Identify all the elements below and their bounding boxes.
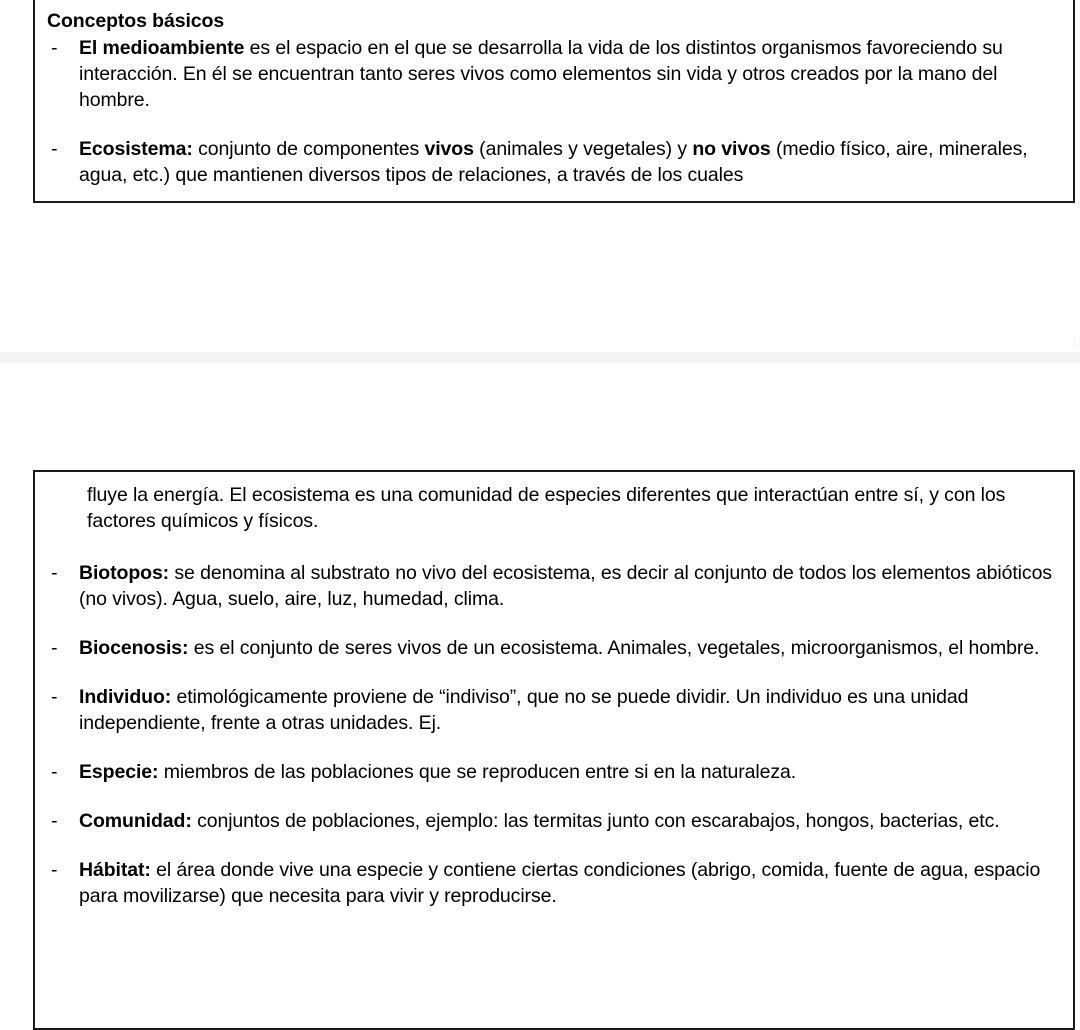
page-break-edge-marker [1073, 336, 1080, 350]
paragraph-spacer [43, 785, 1065, 808]
emphasis-vivos: vivos [424, 138, 474, 160]
paragraph-spacer [43, 834, 1065, 857]
list-item-text [79, 35, 1065, 113]
paragraph-spacer [43, 113, 1065, 136]
list-item-text [79, 759, 1065, 785]
page-title: Conceptos básicos [47, 10, 225, 32]
definition-text: miembros de las poblaciones que se reproducen entre si en la naturaleza. [163, 761, 797, 783]
list-item [43, 635, 1065, 661]
bullet-dash-icon: - [51, 637, 58, 659]
term-label: Biotopos: [79, 562, 170, 584]
bullet-dash-icon: - [51, 686, 58, 708]
definition-text-part-1: conjunto de componentes [198, 138, 425, 160]
term-label: El medioambiente [79, 37, 245, 59]
paragraph-spacer [43, 612, 1065, 635]
bullet-dash-icon: - [51, 138, 58, 160]
definition-text-part-3: (medio físico, aire, minerales, agua, etc.) que mantienen diversos tipos de relaciones, a través de los cuales [79, 138, 1028, 186]
slide-1-content [35, 0, 1073, 188]
definition-text: etimológicamente proviene de “indiviso”, que no se puede dividir. Un individuo es una unidad independiente, frente a otras unidades. Ej. [79, 686, 969, 734]
definition-text: el área donde vive una especie y contiene ciertas condiciones (abrigo, comida, fuente de agua, espacio para movilizarse) que necesita para vivir y reproducirse. [79, 859, 1041, 907]
term-label: Hábitat: [79, 859, 151, 881]
emphasis-no-vivos: no vivos [692, 138, 771, 160]
bullet-dash-icon: - [51, 859, 58, 881]
list-item [43, 35, 1065, 113]
definition-text: es el espacio en el que se desarrolla la vida de los distintos organismos favoreciendo su interacción. En él se encuentran tanto seres vivos como elementos sin vida y otros creados por la mano del hombre. [79, 37, 1003, 111]
slide-image-2 [33, 470, 1075, 1030]
bullet-dash-icon: - [51, 37, 58, 59]
bullet-dash-icon: - [51, 562, 58, 584]
definition-text: conjuntos de poblaciones, ejemplo: las termitas junto con escarabajos, hongos, bacterias, etc. [197, 810, 1000, 832]
paragraph-spacer [43, 661, 1065, 684]
term-label: Ecosistema: [79, 138, 193, 160]
term-label: Comunidad: [79, 810, 192, 832]
list-item [43, 684, 1065, 736]
slide-image-1 [33, 0, 1075, 203]
bullet-dash-icon: - [51, 761, 58, 783]
list-item-text [79, 857, 1065, 909]
list-item-text [79, 635, 1065, 661]
list-item [43, 560, 1065, 612]
definition-text: se denomina al substrato no vivo del ecosistema, es decir al conjunto de todos los elementos abióticos (no vivos). Agua, suelo, aire, luz, humedad, clima. [79, 562, 1052, 610]
bullet-dash-icon: - [51, 810, 58, 832]
paragraph-spacer [43, 534, 1065, 560]
list-item [43, 759, 1065, 785]
definition-text-part-2: (animales y vegetales) y [473, 138, 693, 160]
list-item-text [79, 684, 1065, 736]
definition-text: es el conjunto de seres vivos de un ecosistema. Animales, vegetales, microorganismos, el hombre. [193, 637, 1040, 659]
term-label: Especie: [79, 761, 159, 783]
list-item-text [79, 808, 1065, 834]
page-break-divider [0, 352, 1080, 363]
list-item [43, 857, 1065, 909]
paragraph-spacer [43, 736, 1065, 759]
list-item-text [79, 136, 1065, 188]
continuation-paragraph: fluye la energía. El ecosistema es una comunidad de especies diferentes que interactúan entre sí, y con los factores químicos y físicos. [87, 484, 1006, 532]
term-label: Individuo: [79, 686, 172, 708]
slide-2-content [35, 472, 1073, 909]
term-label: Biocenosis: [79, 637, 189, 659]
list-item [43, 808, 1065, 834]
list-item-text [79, 560, 1065, 612]
list-item [43, 136, 1065, 188]
